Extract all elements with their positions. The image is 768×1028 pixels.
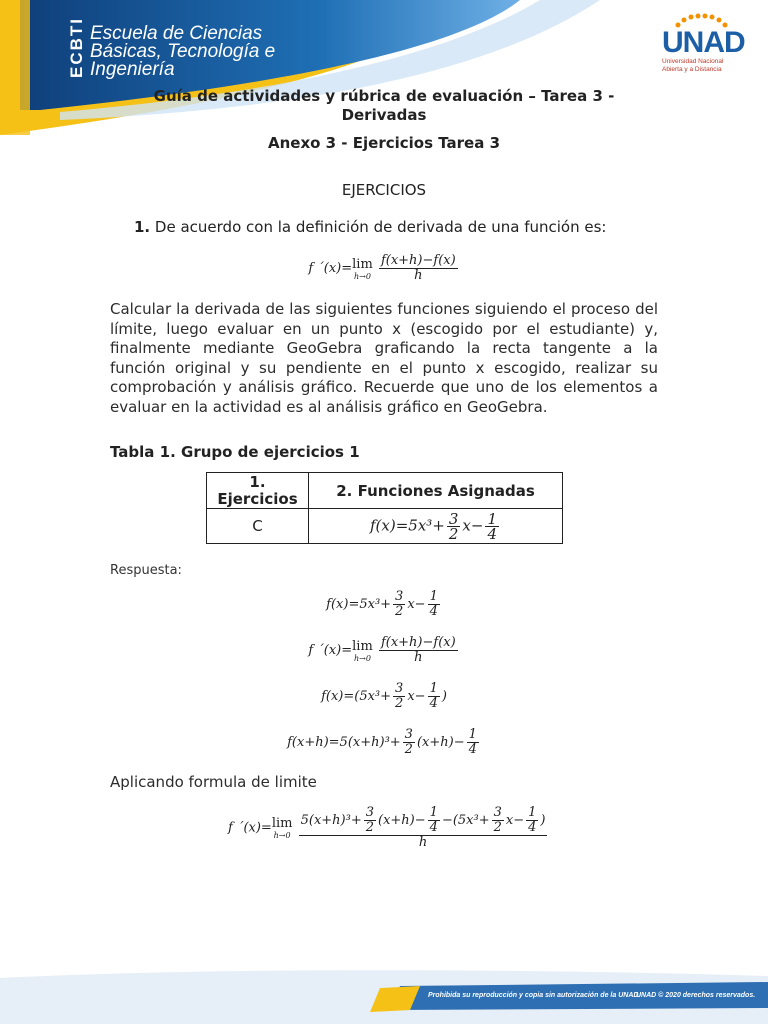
unad-logo [658,12,746,78]
unad-logo-text: UNAD [662,26,745,59]
apply-label: Aplicando formula de limite [110,773,317,791]
question-1 [134,218,606,236]
table-header-funciones: 2. Funciones Asignadas [309,473,563,509]
doc-title-line2: Derivadas [341,106,427,124]
q1-number: 1. [134,218,151,236]
footer-rights: UNAD © 2020 derechos reservados. [636,992,756,999]
doc-title-line1: Guía de actividades y rúbrica de evaluación – Tarea 3 - [153,87,615,105]
ecbti-tag: ECBTI [67,17,86,78]
eq-limit-definition: f ´(x)=lim h→0 $\frac{f(x+h)-f(x)}{h}$ [308,635,456,665]
school-line3: Ingeniería [90,59,175,80]
eq-function: f(x)=5x³+ $\frac{3}{2}$ x− $\frac{1}{4}$ [326,589,438,619]
unad-sub2: Abierta y a Distancia [662,66,722,73]
eq-function-xh: f(x+h)=5(x+h)³+ $\frac{3}{2}$ (x+h)− $\frac{1}{4}$ [287,727,477,757]
derivative-definition: f ´(x)=lim h→0 $\frac{f(x+h)-f(x)}{h}$ [308,253,456,283]
footer-notice: Prohibida su reproducción y copia sin autorización de la UNAD. [428,992,641,999]
table-row-function: f(x)=5x³+ $\frac{3}{2}$ x− $\frac{1}{4}$ [309,509,563,544]
table-caption: Tabla 1. Grupo de ejercicios 1 [110,443,360,461]
q1-text: De acuerdo con la definición de derivada de una función es: [154,218,607,236]
school-line2: Básicas, Tecnología e [90,41,276,62]
section-title: EJERCICIOS [341,181,427,199]
eq-limit-expanded: f ´(x)=lim h→0 5(x+h)³+ $\frac{3}{2}$ (x+h)− $\frac{1}{4}$ −(5x³+ $\frac{3}{2}$ x− $\frac{1}{4}$ ) h [228,805,546,850]
answer-label: Respuesta: [110,563,182,578]
table-row-label: C [207,509,309,544]
table-header-ejercicios: 1. Ejercicios [207,473,309,509]
annex-title: Anexo 3 - Ejercicios Tarea 3 [267,134,501,152]
school-line1: Escuela de Ciencias [90,23,263,44]
instructions-paragraph: Calcular la derivada de las siguientes funciones siguiendo el proceso del límite, luego evaluar en un punto x (escogido por el estudiante) y, finalmente mediante GeoGebra graficando la recta tangente a la función original y su pendiente en el punto x escogido, realizar su comprobación y análisis gráfico. Recuerde que uno de los elementos a evaluar en la actividad es al análisis gráfico en GeoGebra. [110,300,658,416]
exercise-table [206,472,563,544]
unad-sub1: Universidad Nacional [662,58,724,65]
eq-function-paren: f(x)=(5x³+ $\frac{3}{2}$ x− $\frac{1}{4}$ ) [321,681,447,711]
